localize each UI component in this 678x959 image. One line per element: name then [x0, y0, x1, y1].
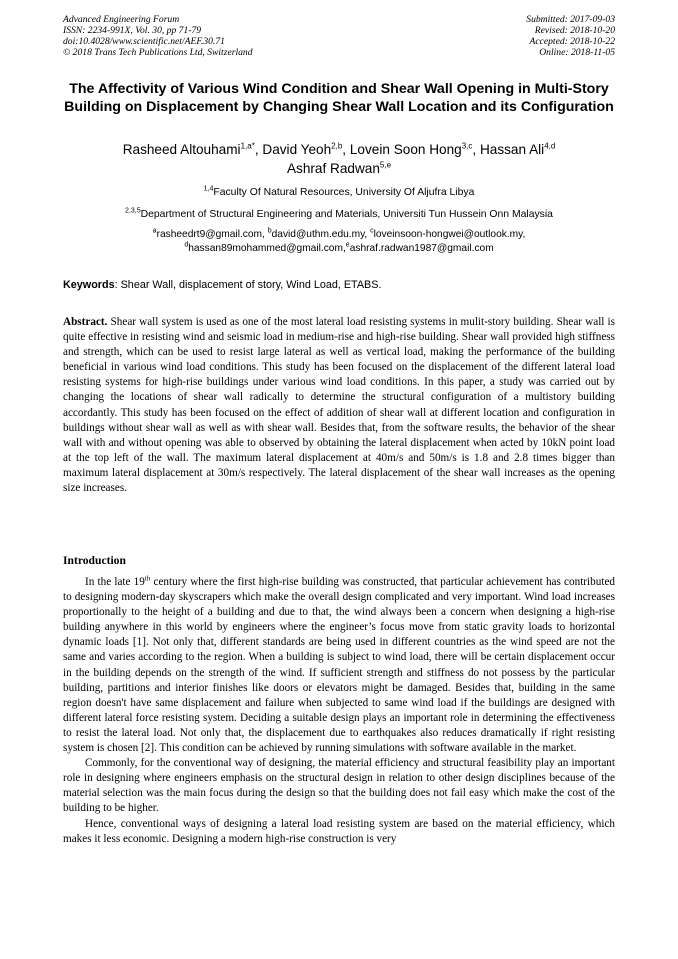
email: $^c$loveinsoon-hongwei@outlook.my,	[370, 227, 526, 240]
author-list	[40, 140, 638, 178]
paper-title: The Affectivity of Various Wind Condition and Shear Wall Opening in Multi-Story Building on Displacement by Changing Shear Wall Location and its Configuration	[64, 81, 614, 115]
author: Rasheed Altouhami$^{1,a*}$,	[122, 141, 263, 157]
introduction-body	[63, 575, 615, 847]
keywords-label: Keywords	[63, 279, 115, 291]
journal-copyright: © 2018 Trans Tech Publications Ltd, Switzerland	[63, 47, 253, 58]
article-dates	[526, 14, 615, 58]
author: David Yeoh$^{2,b}$,	[262, 141, 350, 157]
journal-name: Advanced Engineering Forum	[63, 14, 180, 25]
abstract-label: Abstract.	[63, 316, 108, 328]
keywords	[63, 278, 615, 292]
affiliation: $^{1,4}$Faculty Of Natural Resources, University Of Aljufra Libya	[203, 185, 475, 198]
email: $^d$hassan89mohammed@gmail.com,	[184, 241, 346, 254]
paragraph: Hence, conventional ways of designing a lateral load resisting system are based on the material efficiency, which makes it less economic. Designing a modern high-rise construction is very	[63, 817, 615, 845]
email: $^a$rasheedrt9@gmail.com,	[152, 227, 268, 240]
author: Lovein Soon Hong$^{3,c}$,	[349, 141, 480, 157]
email: $^e$ashraf.radwan1987@gmail.com	[345, 241, 494, 254]
paragraph: Commonly, for the conventional way of designing, the material efficiency and structural feasibility play an important role in designing where engineers emphasis on the structural design in relation to other design disciplines because of the material selection was the main focus during the design so that the building does not fail easy which make the cost of the building to be higher.	[63, 757, 615, 815]
keywords-text: : Shear Wall, displacement of story, Wind Load, ETABS.	[114, 279, 382, 291]
journal-header	[63, 14, 253, 58]
author: Hassan Ali$^{4,d}$	[479, 141, 556, 157]
date-revised: Revised: 2018-10-20	[534, 25, 615, 36]
affiliation: $^{2,3,5}$Department of Structural Engineering and Materials, Universiti Tun Hussein Onn Malaysia	[125, 207, 553, 220]
journal-issn: ISSN: 2234-991X, Vol. 30, pp 71-79	[63, 25, 202, 36]
paragraph: In the late 19th century where the first high-rise building was constructed, that particular achievement has contributed to designing modern-day skyscrapers which make the overall design complicated and very important. Wind load increases proportionally to the height of a building and due to that, the wind always been a concern when designing a high-rise building anywhere in this world by engineers where the engineer’s focus move from static gravity loads to horizontal dynamic loads [1]. Not only that, different standards are being used in different countries as the wind speed are not the same and varies according to the region. When a building is subject to wind load, there will be certain displacement occur in the building depends on the strength of the wind. If sufficient strength and stiffness do not possess by the particular building, partitions and interior finishes like doors or elevators might be damaged. Besides that, building in the same region doesn't have same displacement and failure when subjected to same wind load if the buildings are designed with different lateral force resisting system. Deciding a suitable design plays an important role in determining the effectiveness to resist the lateral load. Not only that, the displacement due to earthquakes also reduces dramatically if right resisting system is chosen [2]. This condition can be achieved by running simulations with software available in the market.	[63, 574, 616, 755]
journal-doi: doi:10.4028/www.scientific.net/AEF.30.71	[63, 36, 225, 47]
date-submitted: Submitted: 2017-09-03	[526, 14, 615, 25]
author: Ashraf Radwan$^{5,e}$	[286, 160, 392, 176]
author-emails	[40, 228, 638, 256]
date-online: Online: 2018-11-05	[539, 47, 615, 58]
abstract-text: Shear wall system is used as one of the most lateral load resisting systems in mulit-story building. Shear wall is quite effective in resisting wind and seismic load in medium-rise and high-rise building. Shear wall provided high stiffness and strength, which can be used to resist large lateral as well as vertical load, making the performance of the building beneficial in various wind load conditions. This study has been focused on the displacement of the different lateral load resisting systems for high-rise buildings under various wind load conditions. In this paper, a study was carried out by changing the locations of shear wall radically to determine the structural configuration of a multistory building accordantly. This study has been focused on the effect of addition of shear wall at different location and configuration in buildings without shear wall as well as with shear wall. Besides that, from the software results, the behavior of the shear wall with and without opening was able to observed by obtaining the lateral displacement when acted by 10kN point load at the top left of the wall. The maximum lateral displacement at 40m/s and 50m/s is 1.8 and 2.8 times bigger than maximum lateral displacement at 30m/s respectively. The lateral displacement of the shear wall increases as the opening size increases.	[63, 316, 615, 495]
email: $^b$david@uthm.edu.my,	[267, 227, 371, 240]
date-accepted: Accepted: 2018-10-22	[529, 36, 615, 47]
abstract	[63, 315, 615, 496]
section-heading: Introduction	[63, 554, 126, 567]
